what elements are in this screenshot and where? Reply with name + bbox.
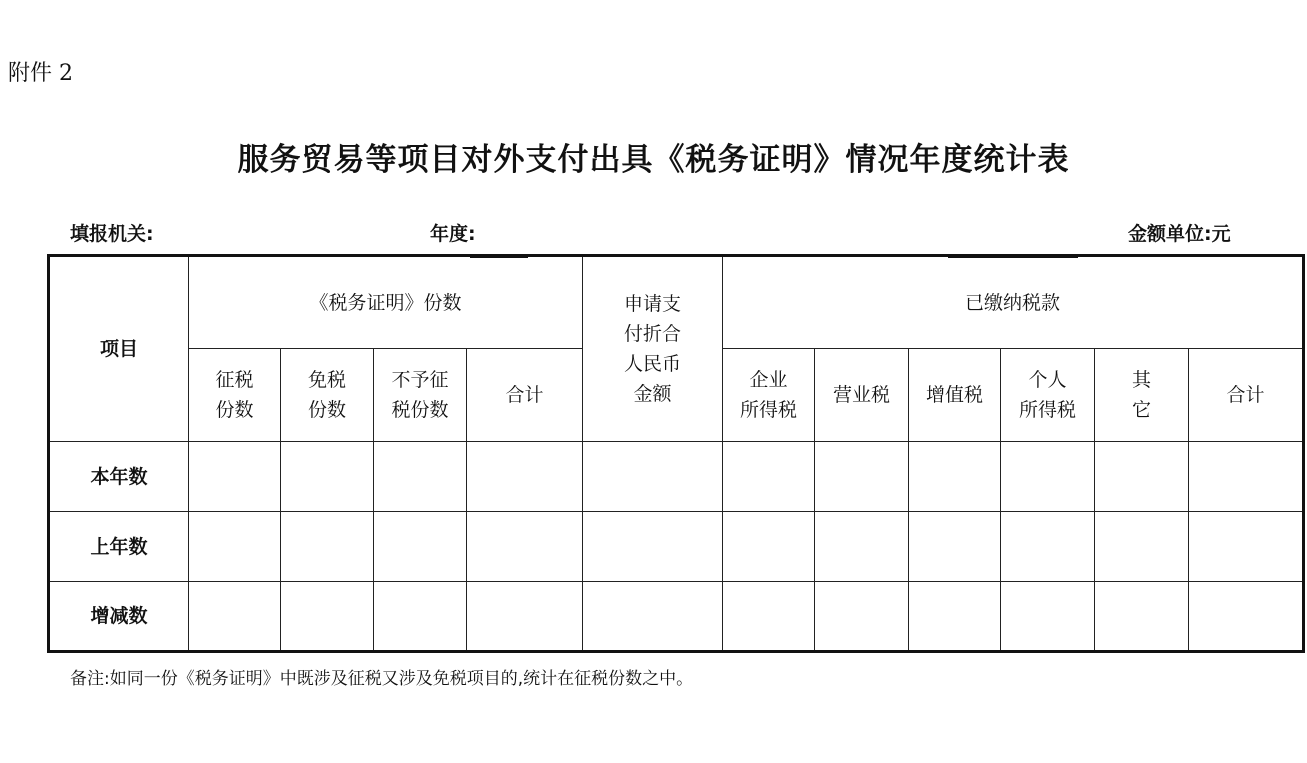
data-cell: [1189, 582, 1304, 652]
cert-col-header: 合计: [467, 349, 583, 442]
data-cell: [1001, 582, 1095, 652]
data-cell: [467, 512, 583, 582]
data-cell: [1189, 512, 1304, 582]
data-cell: [374, 512, 467, 582]
data-cell: [281, 582, 374, 652]
attachment-label: 附件 2: [8, 61, 73, 86]
data-cell: [723, 512, 815, 582]
data-cell: [583, 512, 723, 582]
data-cell: [1001, 512, 1095, 582]
tax-col-header: 其 它: [1095, 349, 1189, 442]
cert-group-header: 《税务证明》份数: [189, 256, 583, 349]
data-cell: [467, 582, 583, 652]
data-cell: [909, 512, 1001, 582]
data-cell: [815, 512, 909, 582]
table-row: [49, 582, 1304, 652]
cert-col-header: 征税 份数: [189, 349, 281, 442]
data-cell: [909, 442, 1001, 512]
data-cell: [1001, 442, 1095, 512]
data-cell: [374, 582, 467, 652]
data-cell: [1189, 442, 1304, 512]
amount-header: 申请支 付折合 人民币 金额: [583, 256, 723, 442]
year-label: 年度:: [430, 223, 476, 245]
cert-col-header: 免税 份数: [281, 349, 374, 442]
statistics-table: [47, 254, 1305, 653]
tax-col-header: 合计: [1189, 349, 1304, 442]
tax-group-header: 已缴纳税款: [723, 256, 1304, 349]
data-cell: [815, 582, 909, 652]
data-cell: [1095, 582, 1189, 652]
row-label: 增减数: [49, 582, 189, 652]
project-header: 项目: [49, 256, 189, 442]
data-cell: [189, 442, 281, 512]
page-title: 服务贸易等项目对外支付出具《税务证明》情况年度统计表: [237, 142, 1070, 178]
data-cell: [281, 442, 374, 512]
table-row: [49, 512, 1304, 582]
data-cell: [189, 512, 281, 582]
header-row-1: [49, 256, 1304, 349]
data-cell: [909, 582, 1001, 652]
tax-col-header: 企业 所得税: [723, 349, 815, 442]
data-cell: [815, 442, 909, 512]
data-cell: [723, 582, 815, 652]
data-cell: [281, 512, 374, 582]
row-label: 本年数: [49, 442, 189, 512]
agency-label: 填报机关:: [70, 223, 154, 245]
cert-col-header: 不予征 税份数: [374, 349, 467, 442]
data-cell: [583, 582, 723, 652]
data-cell: [374, 442, 467, 512]
tax-col-header: 增值税: [909, 349, 1001, 442]
amount-unit-label: 金额单位:元: [1128, 223, 1231, 245]
table-row: [49, 442, 1304, 512]
data-cell: [583, 442, 723, 512]
footnote: 备注:如同一份《税务证明》中既涉及征税又涉及免税项目的,统计在征税份数之中。: [70, 669, 694, 689]
row-label: 上年数: [49, 512, 189, 582]
data-cell: [1095, 512, 1189, 582]
data-cell: [1095, 442, 1189, 512]
data-cell: [467, 442, 583, 512]
data-cell: [189, 582, 281, 652]
tax-col-header: 个人 所得税: [1001, 349, 1095, 442]
tax-col-header: 营业税: [815, 349, 909, 442]
data-cell: [723, 442, 815, 512]
